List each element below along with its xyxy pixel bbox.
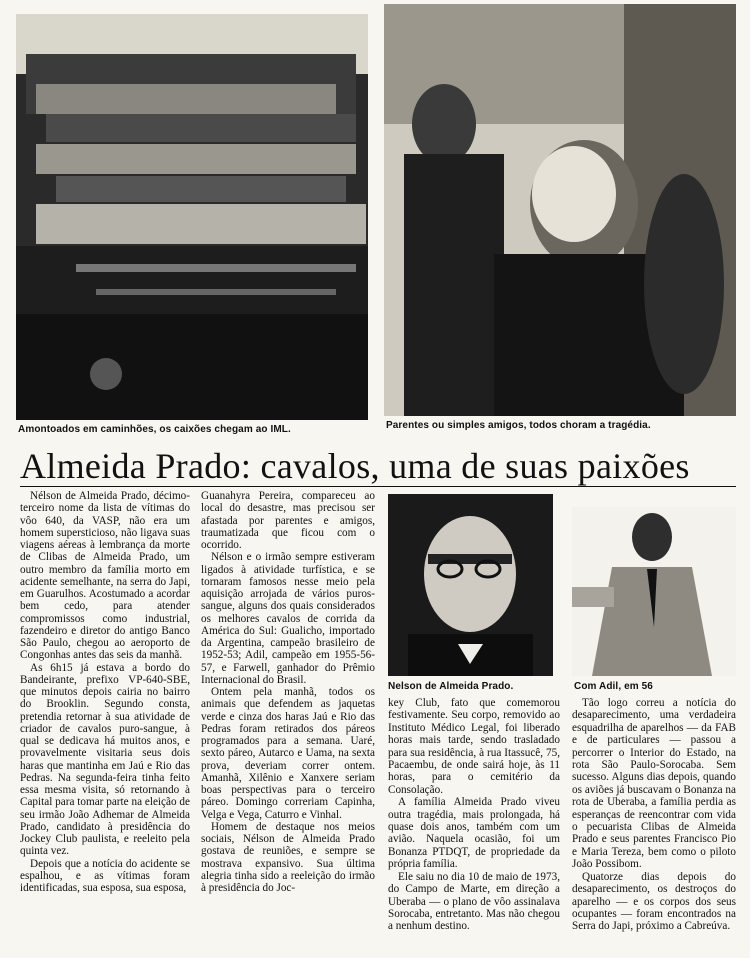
article-column-3 (388, 697, 560, 953)
column2-paragraph: Nélson e o irmão sempre estiveram ligados à atividade turfística, e se tornaram famosos nesse meio pela aquisição arrojada de vários puros-sangue, alguns dos quais considerados os melhores cavalos de corrida da América do Sul: Gualicho, importado da Argentina, campeão brasileiro de 1952-53; Adil, campeão em 1955-56-57, e Farwell, ganhador do Prêmio Internacional do Brasil. (201, 551, 375, 686)
photo-caption-coffins: Amontoados em caminhões, os caixões chegam ao IML. (18, 424, 291, 435)
column1-paragraph: Depois que a notícia do acidente se espalhou, e as vítimas foram identificadas, sua esposa, sua esposa, (20, 857, 190, 894)
column2-paragraph: Ontem pela manhã, todos os animais que defendem as jaquetas verde e cinza dos haras Jaú e Rio das Pedras foram retirados dos páreos programados para a semana. Uaré, sexto páreo, Autarco e Uama, na sexta prova, deveriam correr ontem. Amanhã, Xilênio e Xanxere seriam boas perspectivas para o terceiro páreo. Domingo correriam Capinha, Velga e Vega, Caturro e Vinhal. (201, 686, 375, 821)
portrait-nelson-illustration (388, 494, 553, 676)
article-headline: Almeida Prado: cavalos, uma de suas paixões (20, 446, 690, 486)
column4-paragraph: Tão logo correu a notícia do desaparecimento, uma verdadeira esquadrilha de aparelhos — da FAB e de particulares — passou a percorrer o Interior do Estado, na rota São Paulo-Sorocaba. Sem sucesso. Alguns dias depois, quando os aviões já buscavam o Bonanza na rota de Uberaba, a família perdia as esperanças de reencontrar com vida o pecuarista Clibas de Almeida Prado e seus parentes Francisco Pio e Maria Tereza, bem como o piloto João Possibom. (572, 697, 736, 871)
photo-caption-nelson: Nelson de Almeida Prado. (388, 681, 514, 692)
column3-paragraph: A família Almeida Prado viveu outra tragédia, mais prolongada, há quase dois anos, também com um avião. Naquela ocasião, foi um Bonanza PTDQT, de propriedade da própria família. (388, 796, 560, 871)
with-adil-illustration (572, 507, 736, 676)
column2-paragraph: Guanahyra Pereira, compareceu ao local do desastre, mas precisou ser afastada por parentes e amigos, traumatizada que ficou com o ocorrido. (201, 490, 375, 551)
column2-paragraph: Homem de destaque nos meios sociais, Nélson de Almeida Prado gostava de reuniões, e sempre se mostrava expansivo. Sua última alegria tinha sido a reeleição do irmão à presidência do Joc- (201, 820, 375, 894)
photo-portrait-nelson (388, 494, 553, 676)
article-column-2 (201, 490, 375, 952)
coffins-illustration (16, 14, 368, 420)
photo-caption-mourners: Parentes ou simples amigos, todos choram a tragédia. (386, 420, 651, 431)
photo-mourners (384, 4, 736, 416)
article-column-4 (572, 697, 736, 953)
headline-rule (20, 486, 736, 487)
column1-paragraph: Nélson de Almeida Prado, décimo-terceiro nome da lista de vítimas do vôo 640, da VASP, não era um homem supersticioso, não ligava suas viagens aéreas à lembrança da morte de Clibas de Almeida Prado, um outro membro da família morto em acidente semelhante, na serra do Japi, em Guarulhos. Acostumado a acordar bem cedo, para atender compromissos como industrial, fazendeiro e diretor do antigo Banco São Paulo, chegou ao aeroporto de Congonhas antes das seis da manhã. (20, 490, 190, 662)
article-column-1 (20, 490, 190, 952)
photo-caption-adil: Com Adil, em 56 (574, 681, 653, 692)
column4-paragraph: Quatorze dias depois do desaparecimento, os destroços do aparelho — e os corpos dos seus ocupantes — foram encontrados na Serra do Japi, próximo a Cabreúva. (572, 870, 736, 933)
column3-paragraph: Ele saiu no dia 10 de maio de 1973, do Campo de Marte, em direção a Uberaba — o plano de vôo assinalava Sorocaba, entretanto. Mas não chegou a nenhum destino. (388, 870, 560, 933)
photo-with-adil (572, 507, 736, 676)
column1-paragraph: As 6h15 já estava a bordo do Bandeirante, prefixo VP-640-SBE, que minutos depois cairia no bairro do Brooklin. Segundo consta, pretendia retornar à sua atividade de criador de cavalos puro-sangue, à qual se dedicava há muitos anos, e provavelmente visitaria seus dois haras que mantinha em Jaú e Rio das Pedras. Na segunda-feira tinha feito essa mesma visita, só retornando à Capital para tomar parte na eleição de seu irmão João Adhemar de Almeida Prado, candidato à presidência do Jockey Club paulista, e reeleito pela quinta vez. (20, 661, 190, 858)
mourners-illustration (384, 4, 736, 416)
photo-coffins-on-trucks (16, 14, 368, 420)
column3-paragraph: key Club, fato que comemorou festivamente. Seu corpo, removido ao Instituto Médico Legal, foi liberado horas mais tarde, sendo trasladado para sua residência, à rua Itassucê, 75, Pacaembu, de onde sairá hoje, às 11 horas, para o cemitério da Consolação. (388, 697, 560, 796)
